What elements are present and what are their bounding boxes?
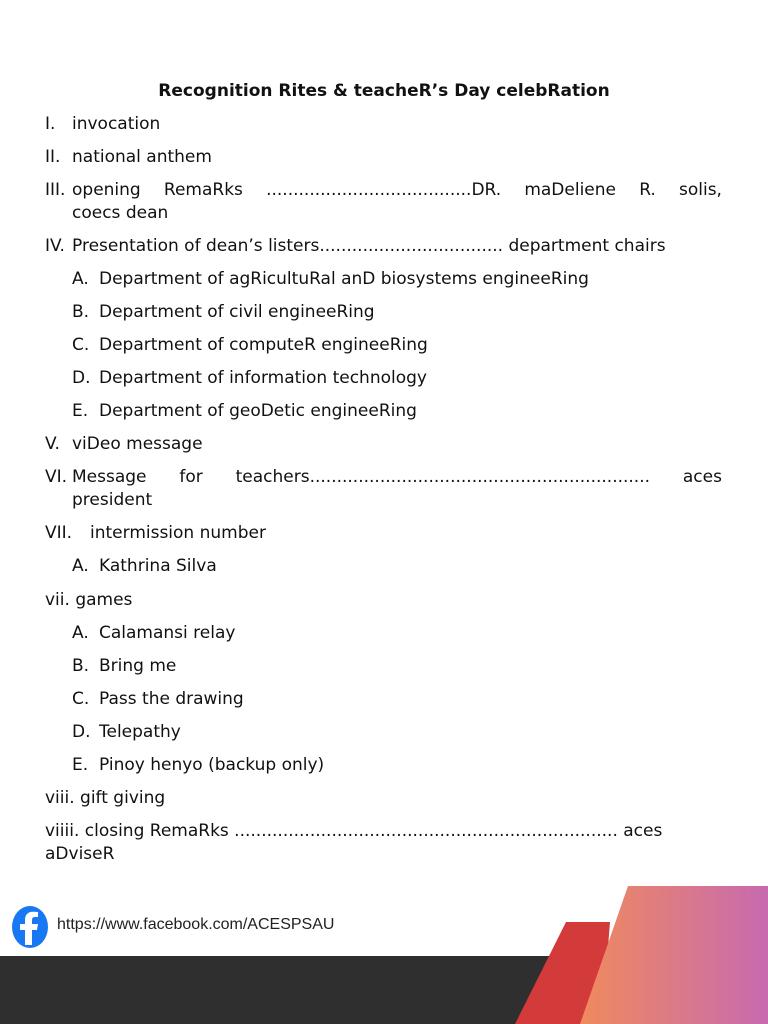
item-text: Department of information technology <box>99 368 427 388</box>
item-text-line1 <box>72 466 722 488</box>
item-text: Presentation of dean’s listers.................................. department chairs <box>72 236 666 256</box>
item-text: Department of geoDetic engineeRing <box>99 401 417 421</box>
word: for <box>179 467 203 487</box>
item-text: Department of civil engineeRing <box>99 302 375 322</box>
item-letter: C. <box>72 335 90 355</box>
item-letter: E. <box>72 401 89 421</box>
word: opening <box>72 180 141 200</box>
item-text-line2: president <box>72 490 153 510</box>
program-item-opening-remarks <box>0 179 768 225</box>
program-item-closing-remarks: viiii. closing RemaRks ....................................................................... aces <box>45 821 663 841</box>
item-letter: A. <box>72 269 89 289</box>
word: R. <box>639 180 656 200</box>
item-letter: A. <box>72 556 89 576</box>
word: RemaRks <box>163 180 243 200</box>
program-item-message-for-teachers <box>0 466 768 512</box>
item-number: VII. <box>45 523 73 543</box>
item-letter: B. <box>72 656 90 676</box>
item-letter: D. <box>72 722 91 742</box>
item-text: Department of computeR engineeRing <box>99 335 428 355</box>
item-text: Department of agRicultuRal anD biosystems engineeRing <box>99 269 589 289</box>
item-text: Kathrina Silva <box>99 556 217 576</box>
item-letter: A. <box>72 623 89 643</box>
program-item-closing-remarks-line2: aDviseR <box>45 844 115 864</box>
word: solis, <box>679 180 722 200</box>
item-text: national anthem <box>72 147 212 167</box>
word: Message <box>72 467 147 487</box>
item-letter: C. <box>72 689 90 709</box>
program-item-games: vii. games <box>45 590 133 610</box>
item-text: Calamansi relay <box>99 623 236 643</box>
item-letter: D. <box>72 368 91 388</box>
item-text: Telepathy <box>99 722 181 742</box>
item-text-line1 <box>72 179 722 201</box>
item-text: viDeo message <box>72 434 203 454</box>
item-text: Pass the drawing <box>99 689 244 709</box>
item-number: VI. <box>45 467 68 487</box>
item-number: I. <box>45 114 56 134</box>
word: ......................................DR. <box>266 180 502 200</box>
item-text: intermission number <box>90 523 266 543</box>
item-text: invocation <box>72 114 161 134</box>
item-number: II. <box>45 147 61 167</box>
item-letter: B. <box>72 302 90 322</box>
facebook-icon <box>11 905 49 949</box>
word: aces <box>682 467 722 487</box>
program-item-gift-giving: viii. gift giving <box>45 788 166 808</box>
facebook-url[interactable]: https://www.facebook.com/ACESPSAU <box>57 916 335 933</box>
item-number: V. <box>45 434 60 454</box>
word: maDeliene <box>524 180 616 200</box>
item-number: III. <box>45 180 66 200</box>
program-title: Recognition Rites & teacheR’s Day celebRation <box>158 81 610 101</box>
item-text: Bring me <box>99 656 177 676</box>
footer-decoration <box>0 880 768 1024</box>
item-text-line2: coecs dean <box>72 203 169 223</box>
word: teachers............................................................... <box>235 467 651 487</box>
gradient-shape <box>580 886 768 1024</box>
item-number: IV. <box>45 236 65 256</box>
item-text: Pinoy henyo (backup only) <box>99 755 325 775</box>
item-letter: E. <box>72 755 89 775</box>
